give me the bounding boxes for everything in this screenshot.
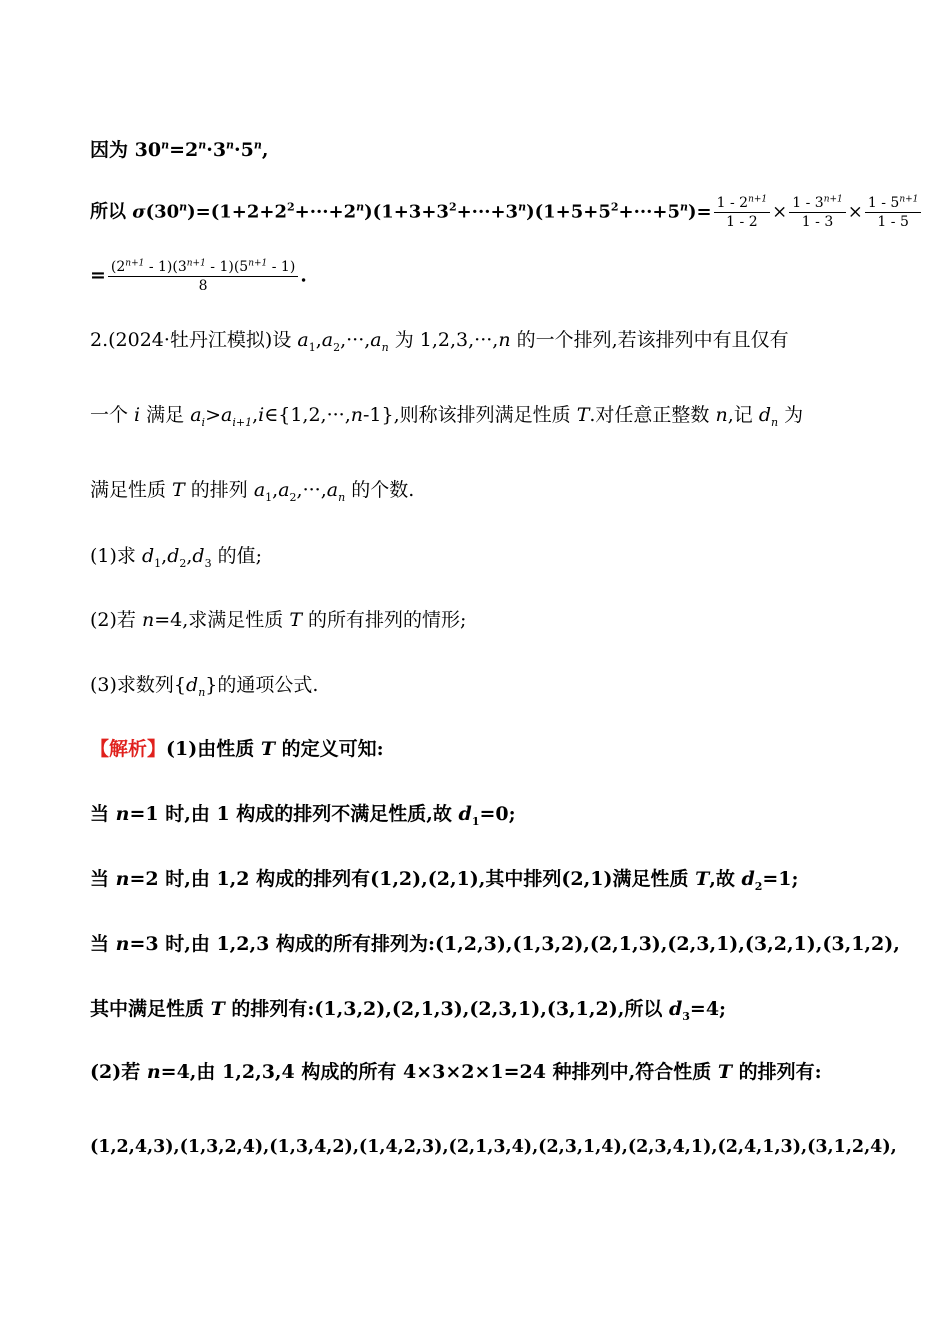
subscript: 2 xyxy=(754,879,763,893)
text: =4,由 1,2,3,4 构成的所有 4×3×2×1=24 种排列中,符合性质 xyxy=(160,1061,718,1083)
text: 一个 xyxy=(90,404,135,426)
question-2 xyxy=(90,608,466,632)
text: ·3 xyxy=(206,139,227,161)
var: T xyxy=(576,404,590,426)
text: ·5 xyxy=(234,139,254,161)
text: =4,求满足性质 xyxy=(154,609,290,631)
text: , xyxy=(161,545,168,567)
text: 的值; xyxy=(211,545,263,567)
text: 的所有排列的情形; xyxy=(302,609,467,631)
text: +···+3 xyxy=(456,201,519,223)
text: ,故 xyxy=(709,868,742,890)
var: n xyxy=(715,404,728,426)
solution-n3-result xyxy=(90,997,726,1021)
denominator: 8 xyxy=(198,278,208,294)
exponent: n xyxy=(356,200,365,214)
text: 当 xyxy=(90,803,116,825)
exponent: n+1 xyxy=(186,258,206,269)
text: 的个数. xyxy=(345,479,415,501)
text: - 1) xyxy=(267,259,296,275)
exponent: n xyxy=(161,138,170,152)
var: n xyxy=(498,329,511,351)
var: n xyxy=(146,1061,161,1083)
exponent: n+1 xyxy=(248,258,268,269)
text: =3 时,由 1,2,3 构成的所有排列为:(1,2,3),(1,3,2),(2,1,3),(2,3,1),(3,2,1),(3,1,2), xyxy=(129,933,900,955)
text: +···+2 xyxy=(294,201,357,223)
text: , xyxy=(252,404,259,426)
var: a xyxy=(321,329,334,351)
text: 因为 30 xyxy=(90,139,162,161)
text: 满足性质 xyxy=(90,479,173,501)
text: )= xyxy=(688,201,712,223)
text: (30 xyxy=(145,201,180,223)
text: - 1)(5 xyxy=(205,259,249,275)
var: a xyxy=(326,479,339,501)
exponent: 2 xyxy=(448,200,457,214)
question-3 xyxy=(90,673,318,697)
text: 当 xyxy=(90,933,116,955)
exponent: n+1 xyxy=(748,194,768,205)
problem2-line2 xyxy=(90,403,803,427)
problem2-line3 xyxy=(90,478,414,502)
subscript: n xyxy=(198,685,206,699)
fraction-2 xyxy=(789,194,846,231)
text: =2 时,由 1,2 构成的排列有(1,2),(2,1),其中排列(2,1)满足性质 xyxy=(129,868,696,890)
text: =4; xyxy=(689,998,727,1020)
exponent: n xyxy=(253,138,262,152)
var: n xyxy=(115,803,130,825)
fraction-result xyxy=(108,258,298,295)
text: (2 xyxy=(110,259,126,275)
text: , xyxy=(315,329,322,351)
text: (1)由性质 xyxy=(166,738,261,760)
result-line xyxy=(90,258,307,295)
subscript: n xyxy=(338,490,346,504)
subscript: 1 xyxy=(154,556,162,570)
sigma-line xyxy=(90,194,923,231)
denominator: 1 - 3 xyxy=(801,214,834,230)
text: 所以 xyxy=(90,201,133,223)
text: +···+5 xyxy=(618,201,681,223)
subscript: i+1 xyxy=(232,415,253,429)
subscript: 1 xyxy=(471,814,480,828)
exponent: n xyxy=(518,200,527,214)
subscript: n xyxy=(771,415,779,429)
var: d xyxy=(741,868,755,890)
exponent: 2 xyxy=(287,200,295,214)
text: (2)若 xyxy=(90,609,142,631)
var: a xyxy=(297,329,309,351)
text: )(1+3+3 xyxy=(364,201,449,223)
text: , xyxy=(272,479,279,501)
text: , xyxy=(261,139,269,161)
var: T xyxy=(210,998,225,1020)
text: }的通项公式. xyxy=(205,674,319,696)
var: d xyxy=(192,545,205,567)
problem2-line1 xyxy=(90,328,789,352)
var: T xyxy=(260,738,275,760)
solution-part2 xyxy=(90,1060,822,1084)
exponent: n+1 xyxy=(823,194,843,205)
permutation-list xyxy=(90,1135,897,1159)
text: 的排列有:(1,3,2),(2,1,3),(2,3,1),(3,1,2),所以 xyxy=(224,998,669,1020)
exponent: n xyxy=(179,200,188,214)
text: 为 1,2,3,···, xyxy=(388,329,499,351)
text: - 1)(3 xyxy=(144,259,187,275)
var: a xyxy=(221,404,233,426)
var: a xyxy=(278,479,290,501)
analysis-tag: 【解析】 xyxy=(90,738,167,760)
var: n xyxy=(115,933,130,955)
var: d xyxy=(141,545,155,567)
text: 的排列有: xyxy=(731,1061,822,1083)
var: a xyxy=(190,404,202,426)
text: 其中满足性质 xyxy=(90,998,211,1020)
var: i xyxy=(134,404,141,426)
fraction-1 xyxy=(714,194,771,231)
subscript: 2 xyxy=(289,490,297,504)
var: n xyxy=(141,609,155,631)
var: d xyxy=(167,545,180,567)
solution-n2 xyxy=(90,867,799,891)
text: 的排列 xyxy=(184,479,254,501)
var: T xyxy=(172,479,185,501)
text: = xyxy=(90,264,106,287)
text: (2)若 xyxy=(90,1061,147,1083)
var: a xyxy=(253,479,266,501)
text: , xyxy=(186,545,193,567)
sigma-symbol: σ xyxy=(132,201,146,223)
text: (1,2,4,3),(1,3,2,4),(1,3,4,2),(1,4,2,3),(2,1,3,4),(2,3,1,4),(2,3,4,1),(2,4,1,3),(3,1,2,4), xyxy=(90,1137,897,1157)
text: =2 xyxy=(169,139,199,161)
var: d xyxy=(668,998,683,1020)
var: n xyxy=(350,404,364,426)
exponent: n+1 xyxy=(125,258,145,269)
text: .对任意正整数 xyxy=(589,404,716,426)
subscript: n xyxy=(381,340,389,354)
text: )(1+5+5 xyxy=(526,201,611,223)
text: ,记 xyxy=(727,404,759,426)
denominator: 1 - 2 xyxy=(726,214,758,230)
solution-header xyxy=(90,737,384,761)
exponent: n+1 xyxy=(899,194,919,205)
text: 2.(2024·牡丹江模拟)设 xyxy=(90,329,298,351)
text: (3)求数列{ xyxy=(90,674,187,696)
question-1 xyxy=(90,544,262,568)
times-symbol: × xyxy=(847,201,863,223)
exponent: 2 xyxy=(610,200,619,214)
solution-n1 xyxy=(90,802,516,826)
solution-n3 xyxy=(90,932,900,956)
denominator: 1 - 5 xyxy=(877,214,909,230)
var: T xyxy=(695,868,710,890)
subscript: 1 xyxy=(265,490,273,504)
exponent: n xyxy=(226,138,235,152)
var: a xyxy=(370,329,382,351)
subscript: 2 xyxy=(333,340,341,354)
var: i xyxy=(258,404,265,426)
subscript: 1 xyxy=(308,340,316,354)
text: ,···, xyxy=(340,329,371,351)
because-line xyxy=(90,138,269,162)
subscript: 3 xyxy=(204,556,212,570)
times-symbol: × xyxy=(772,201,788,223)
exponent: n xyxy=(680,200,689,214)
fraction-3 xyxy=(865,194,922,231)
text: =1; xyxy=(762,868,799,890)
var: T xyxy=(717,1061,732,1083)
numerator: 1 - 5 xyxy=(867,195,900,211)
text: (1)求 xyxy=(90,545,142,567)
text: > xyxy=(205,404,221,426)
text: -1},则称该排列满足性质 xyxy=(363,404,577,426)
text: ∈{1,2,···, xyxy=(264,404,351,426)
var: d xyxy=(186,674,199,696)
numerator: 1 - 3 xyxy=(792,195,824,211)
var: T xyxy=(289,609,302,631)
var: d xyxy=(458,803,472,825)
text: . xyxy=(300,264,307,287)
text: 为 xyxy=(778,404,804,426)
var: n xyxy=(115,868,130,890)
var: d xyxy=(758,404,771,426)
text: 的定义可知: xyxy=(274,738,384,760)
subscript: i xyxy=(201,415,206,429)
text: 当 xyxy=(90,868,116,890)
text: =0; xyxy=(479,803,516,825)
text: )=(1+2+2 xyxy=(187,201,287,223)
subscript: 3 xyxy=(682,1009,690,1023)
text: ,···, xyxy=(296,479,327,501)
text: 满足 xyxy=(140,404,191,426)
subscript: 2 xyxy=(179,556,187,570)
text: =1 时,由 1 构成的排列不满足性质,故 xyxy=(129,803,459,825)
numerator: 1 - 2 xyxy=(716,195,749,211)
exponent: n xyxy=(198,138,207,152)
text: 的一个排列,若该排列中有且仅有 xyxy=(510,329,789,351)
